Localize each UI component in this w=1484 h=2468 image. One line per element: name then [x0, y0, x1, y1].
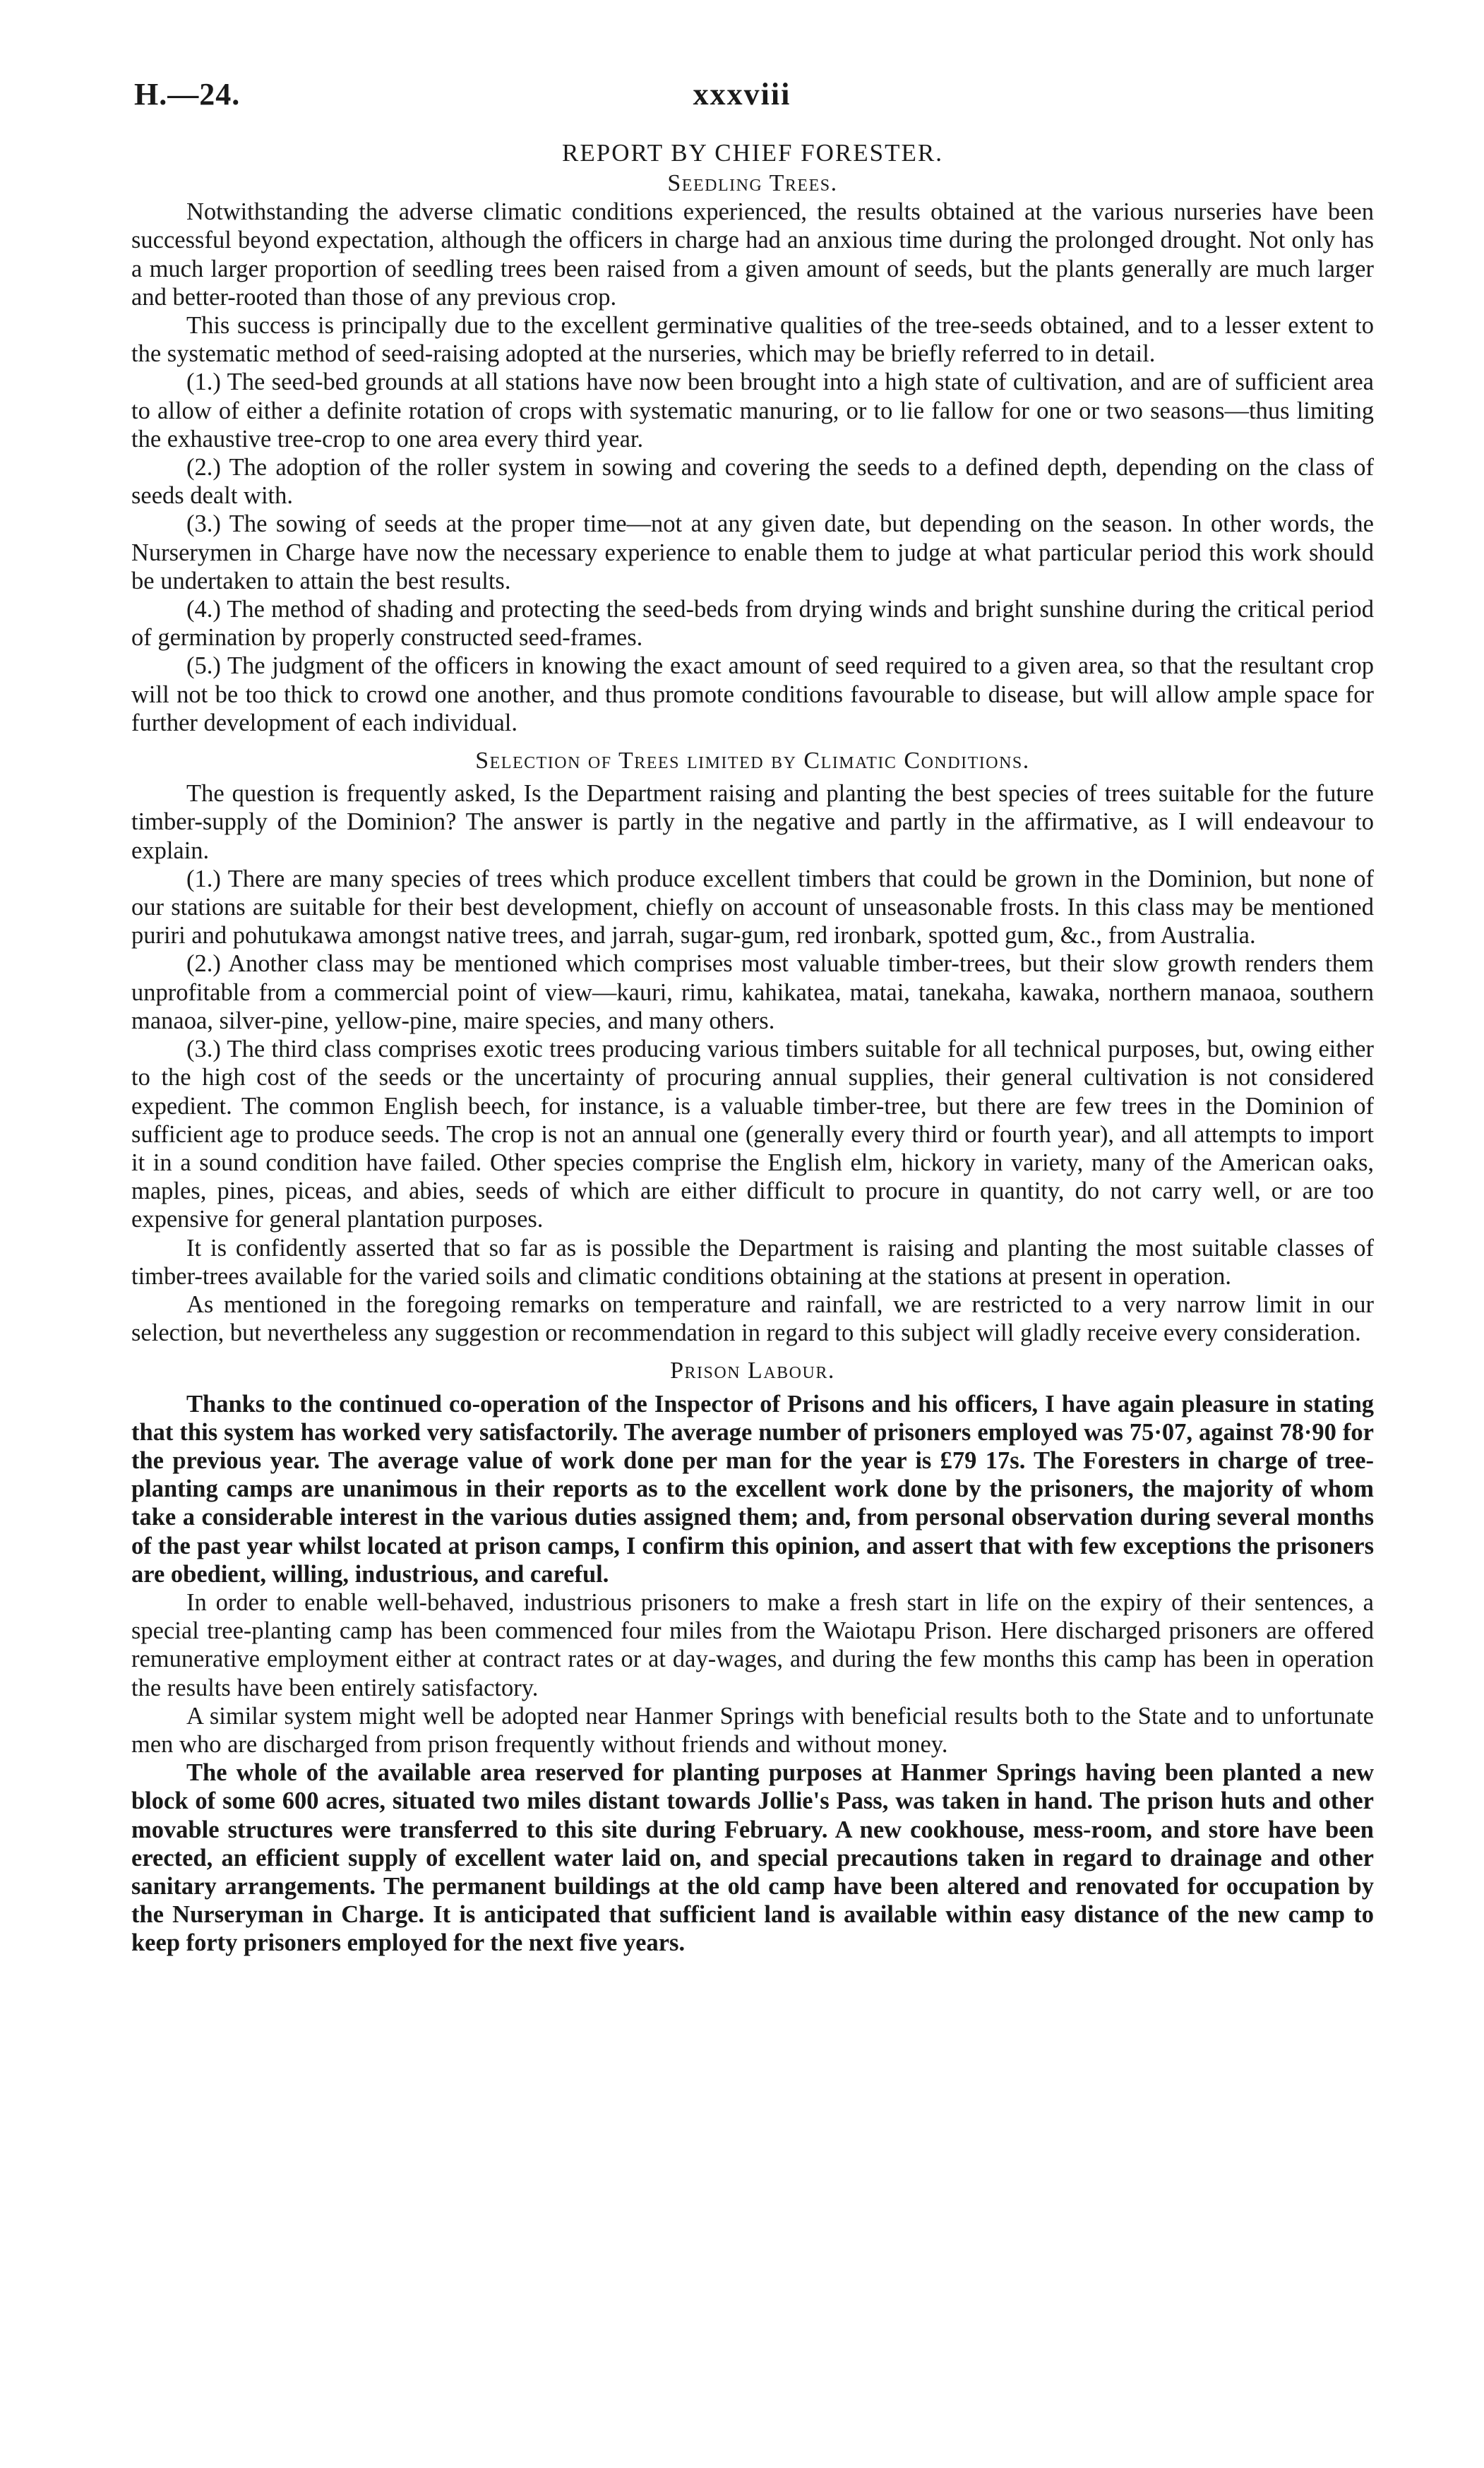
heading-prison-labour: Prison Labour.	[670, 1358, 835, 1384]
paragraph: Thanks to the continued co-operation of the Inspector of Prisons and his officers, I have again pleasure in stating that this system has worked very satisfactorily. The average number of prisoners employed was 75·07, against 78·90 for the previous year. The average value of work done per man for the year is £79 17s. The Foresters in charge of tree-planting camps are unanimous in their reports as to the excellent work done by the prisoners, the majority of whom take a considerable interest in the various duties assigned them; and, from personal observation during several months of the past year whilst located at prison camps, I confirm this opinion, and assert that with few exceptions the prisoners are obedient, willing, industrious, and careful.	[131, 1390, 1374, 1588]
list-item: (4.) The method of shading and protecting the seed-beds from drying winds and bright sunshine during the critical period of germination by properly constructed seed-frames.	[131, 596, 1374, 652]
paragraph: The whole of the available area reserved for planting purposes at Hanmer Springs having been planted a new block of some 600 acres, situated two miles distant towards Jollie's Pass, was taken in hand. The prison huts and other movable structures were transferred to this site during February. A new cookhouse, mess-room, and store have been erected, an efficient supply of excellent water laid on, and special precautions taken in regard to drainage and other sanitary arrangements. The permanent buildings at the old camp have been altered and renovated for occupation by the Nurseryman in Charge. It is anticipated that sufficient land is available within easy distance of the new camp to keep forty prisoners employed for the next five years.	[131, 1759, 1374, 1957]
paragraph: This success is principally due to the excellent germinative qualities of the tree-seeds obtained, and to a lesser extent to the systematic method of seed-raising adopted at the nurseries, which may be briefly referred to in detail.	[131, 312, 1374, 368]
heading-seedling-trees: Seedling Trees.	[667, 170, 838, 196]
paragraph: The question is frequently asked, Is the Department raising and planting the best species of trees suitable for the future timber-supply of the Dominion? The answer is partly in the negative and partly in the affirmative, as I will endeavour to explain.	[131, 780, 1374, 864]
report-body	[131, 138, 1374, 1958]
heading-selection-of-trees: Selection of Trees limited by Climatic Conditions.	[475, 748, 1030, 774]
list-item: (3.) The third class comprises exotic trees producing various timbers suitable for all technical purposes, but, owing either to the high cost of the seeds or the uncertainty of procuring annual supplies, their general cultivation is not considered expedient. The common English beech, for instance, is a valuable timber-tree, but there are few trees in the Dominion of sufficient age to produce seeds. The crop is not an annual one (generally every third or fourth year), and all attempts to import it in a sound condition have failed. Other species comprise the English elm, hickory in variety, many of the American oaks, maples, pines, piceas, and abies, seeds of which are either difficult to procure in quantity, do not carry well, or are too expensive for general plantation purposes.	[131, 1036, 1374, 1233]
paragraph: A similar system might well be adopted near Hanmer Springs with beneficial results both to the State and to unfortunate men who are discharged from prison frequently without friends and without money.	[131, 1702, 1374, 1758]
page-number: xxxviii	[693, 77, 791, 112]
list-item: (2.) Another class may be mentioned which comprises most valuable timber-trees, but their slow growth renders them unprofitable from a commercial point of view—kauri, rimu, kahikatea, matai, tanekaha, kawaka, northern manaoa, southern manaoa, silver-pine, yellow-pine, maire species, and many others.	[131, 950, 1374, 1034]
list-item: (3.) The sowing of seeds at the proper time—not at any given date, but depending on the season. In other words, the Nurserymen in Charge have now the necessary experience to enable them to judge at what particular period this work should be undertaken to attain the best results.	[131, 510, 1374, 594]
document-reference: H.—24.	[134, 77, 241, 112]
paragraph: It is confidently asserted that so far as is possible the Department is raising and planting the most suitable classes of timber-trees available for the varied soils and climatic conditions obtaining at the stations at present in operation.	[131, 1234, 1374, 1290]
list-item: (1.) The seed-bed grounds at all stations have now been brought into a high state of cultivation, and are of sufficient area to allow of either a definite rotation of crops with systematic manuring, or to lie fallow for one or two seasons—thus limiting the exhaustive tree-crop to one area every third year.	[131, 369, 1374, 453]
report-title: REPORT BY CHIEF FORESTER.	[562, 139, 943, 167]
paragraph: As mentioned in the foregoing remarks on temperature and rainfall, we are restricted to a very narrow limit in our selection, but nevertheless any suggestion or recommendation in regard to this subject will gladly receive every consideration.	[131, 1290, 1374, 1347]
list-item: (1.) There are many species of trees which produce excellent timbers that could be grown in the Dominion, but none of our stations are suitable for their best development, chiefly on account of unseasonable frosts. In this class may be mentioned puriri and pohutukawa amongst native trees, and jarrah, sugar-gum, red ironbark, spotted gum, &c., from Australia.	[131, 865, 1374, 950]
list-item: (5.) The judgment of the officers in knowing the exact amount of seed required to a given area, so that the resultant crop will not be too thick to crowd one another, and thus promote conditions favourable to disease, but will allow ample space for further development of each individual.	[131, 652, 1374, 736]
running-head	[0, 76, 1484, 119]
paragraph: In order to enable well-behaved, industrious prisoners to make a fresh start in life on the expiry of their sentences, a special tree-planting camp has been commenced four miles from the Waiotapu Prison. Here discharged prisoners are offered remunerative employment either at contract rates or at day-wages, and during the few months this camp has been in operation the results have been entirely satisfactory.	[131, 1588, 1374, 1701]
paragraph: Notwithstanding the adverse climatic conditions experienced, the results obtained at the various nurseries have been successful beyond expectation, although the officers in charge had an anxious time during the prolonged drought. Not only has a much larger proportion of seedling trees been raised from a given amount of seeds, but the plants generally are much larger and better-rooted than those of any previous crop.	[131, 198, 1374, 311]
list-item: (2.) The adoption of the roller system in sowing and covering the seeds to a defined depth, depending on the class of seeds dealt with.	[131, 454, 1374, 510]
